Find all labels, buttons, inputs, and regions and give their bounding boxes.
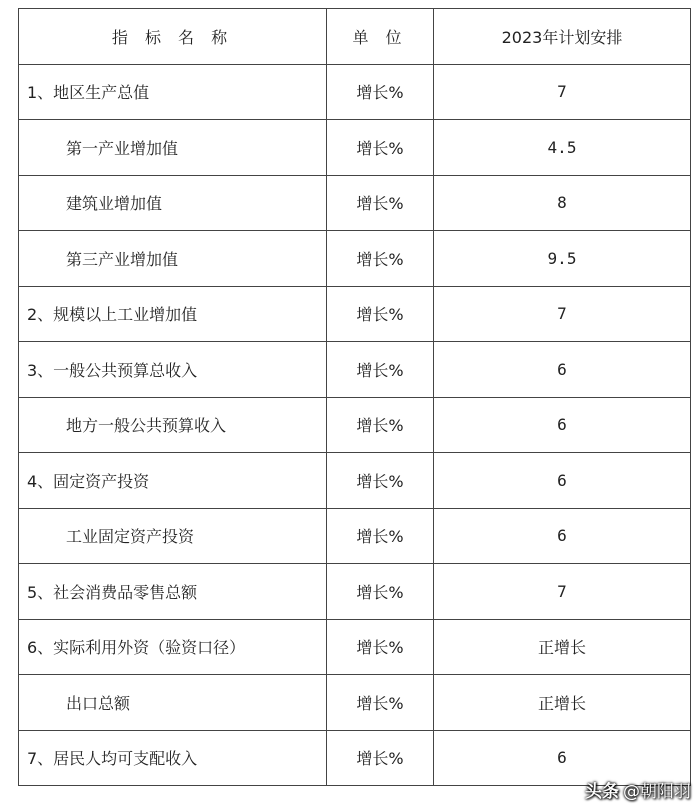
indicator-plan-value: 6 <box>434 730 691 786</box>
watermark-handle: @朝阳羽 <box>623 782 691 802</box>
table-row <box>19 175 691 231</box>
indicator-unit: 增长% <box>327 453 434 509</box>
table-row <box>19 286 691 342</box>
indicator-plan-value: 9.5 <box>434 231 691 287</box>
indicator-plan-value: 7 <box>434 564 691 620</box>
indicator-unit: 增长% <box>327 175 434 231</box>
indicator-plan-value: 正增长 <box>434 619 691 675</box>
watermark <box>585 777 691 802</box>
header-unit: 单 位 <box>327 9 434 65</box>
indicator-name: 1、地区生产总值 <box>19 64 327 120</box>
table-row <box>19 397 691 453</box>
header-row <box>19 9 691 65</box>
indicator-unit: 增长% <box>327 120 434 176</box>
table-row <box>19 564 691 620</box>
indicator-plan-value: 6 <box>434 453 691 509</box>
indicator-table <box>18 8 691 786</box>
indicator-name: 2、规模以上工业增加值 <box>19 286 327 342</box>
indicator-unit: 增长% <box>327 508 434 564</box>
indicator-name: 工业固定资产投资 <box>19 508 327 564</box>
table-row <box>19 453 691 509</box>
indicator-unit: 增长% <box>327 619 434 675</box>
indicator-name: 7、居民人均可支配收入 <box>19 730 327 786</box>
indicator-plan-value: 6 <box>434 397 691 453</box>
table-row <box>19 675 691 731</box>
indicator-plan-value: 8 <box>434 175 691 231</box>
indicator-plan-value: 正增长 <box>434 675 691 731</box>
indicator-name: 4、固定资产投资 <box>19 453 327 509</box>
indicator-name: 3、一般公共预算总收入 <box>19 342 327 398</box>
table-body <box>19 64 691 786</box>
indicator-unit: 增长% <box>327 286 434 342</box>
indicator-name: 出口总额 <box>19 675 327 731</box>
table-row <box>19 619 691 675</box>
indicator-unit: 增长% <box>327 397 434 453</box>
indicator-name: 第一产业增加值 <box>19 120 327 176</box>
indicator-plan-value: 7 <box>434 286 691 342</box>
indicator-plan-value: 6 <box>434 508 691 564</box>
indicator-unit: 增长% <box>327 564 434 620</box>
table-row <box>19 342 691 398</box>
table-row <box>19 231 691 287</box>
indicator-unit: 增长% <box>327 231 434 287</box>
header-plan-2023: 2023年计划安排 <box>434 9 691 65</box>
indicator-plan-value: 4.5 <box>434 120 691 176</box>
indicator-unit: 增长% <box>327 730 434 786</box>
table-row <box>19 508 691 564</box>
header-indicator-name: 指 标 名 称 <box>19 9 327 65</box>
indicator-name: 6、实际利用外资（验资口径） <box>19 619 327 675</box>
watermark-logo: 头条 <box>585 782 619 802</box>
table-row <box>19 64 691 120</box>
indicator-name: 建筑业增加值 <box>19 175 327 231</box>
indicator-name: 地方一般公共预算收入 <box>19 397 327 453</box>
indicator-name: 5、社会消费品零售总额 <box>19 564 327 620</box>
indicator-plan-value: 7 <box>434 64 691 120</box>
indicator-name: 第三产业增加值 <box>19 231 327 287</box>
indicator-unit: 增长% <box>327 64 434 120</box>
indicator-unit: 增长% <box>327 342 434 398</box>
indicator-plan-value: 6 <box>434 342 691 398</box>
indicator-unit: 增长% <box>327 675 434 731</box>
table-row <box>19 120 691 176</box>
